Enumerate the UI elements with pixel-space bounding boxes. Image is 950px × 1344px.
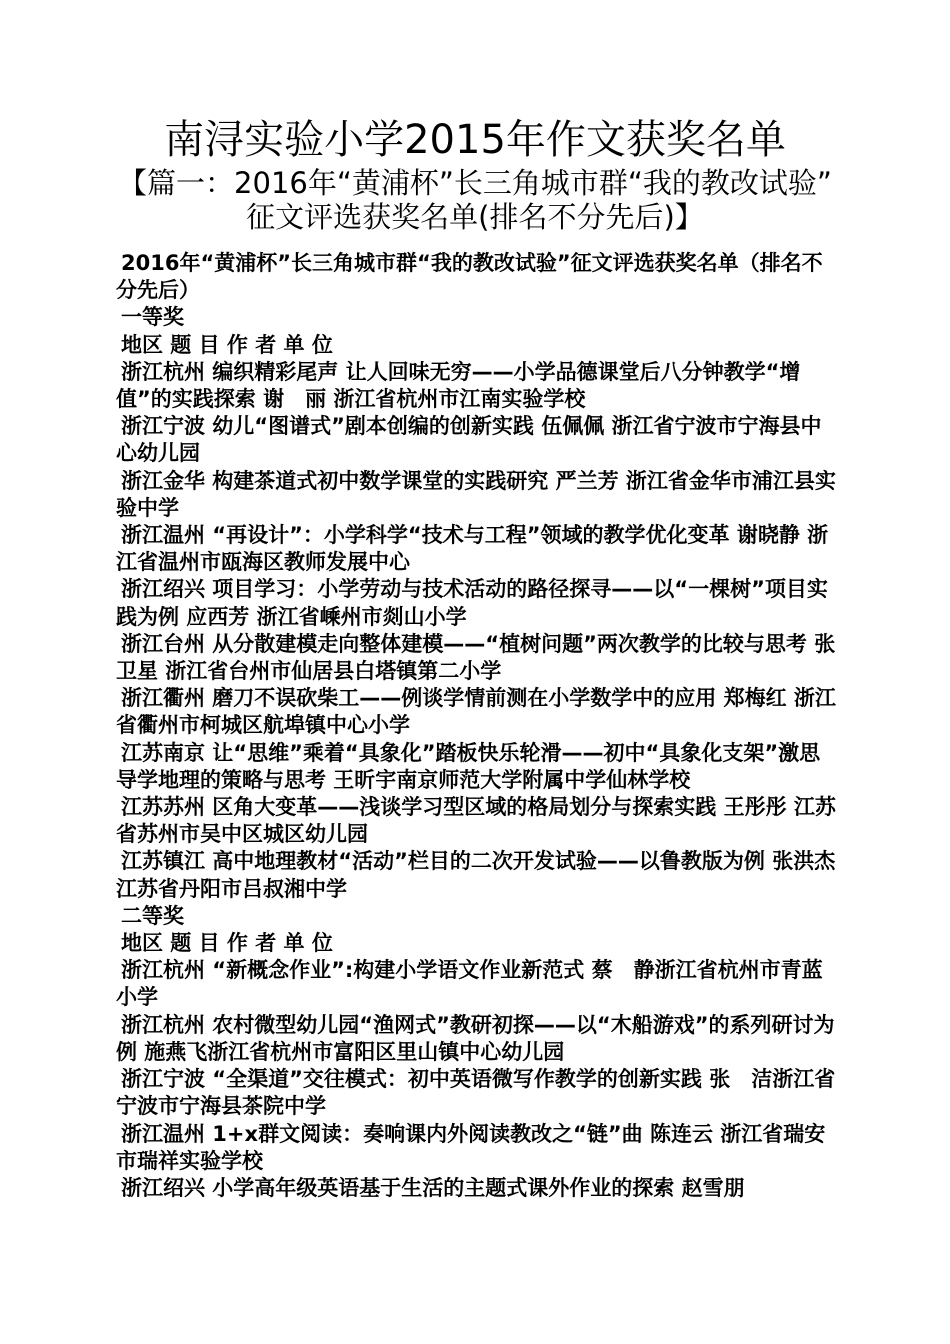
document-body [116,250,838,1202]
award-entry: 浙江台州 从分散建模走向整体建模——“植树问题”两次教学的比较与思考 张卫星 浙江省台州市仙居县白塔镇第二小学 [116,631,836,684]
award-entry: 浙江温州 “再设计”：小学科学“技术与工程”领域的教学优化变革 谢晓静 浙江省温州市瓯海区教师发展中心 [116,523,829,575]
subtitle-line-2: 征文评选获奖名单(排名不分先后)】 [246,200,704,234]
award-entry: 浙江金华 构建茶道式初中数学课堂的实践研究 严兰芳 浙江省金华市浦江县实验中学 [116,468,836,520]
intro-paragraph: 2016年“黄浦杯”长三角城市群“我的教改试验”征文评选获奖名单（排名不分先后） [116,251,823,303]
award-entry: 浙江杭州 编织精彩尾声 让人回味无穷——小学品德课堂后八分钟教学“增值”的实践探索 谢 丽 浙江省杭州市江南实验学校 [116,359,801,412]
first-prize-heading: 一等奖 [121,305,184,330]
award-entry: 浙江温州 1+x群文阅读：奏响课内外阅读教改之“链”曲 陈连云 浙江省瑞安市瑞祥实验学校 [116,1121,826,1173]
award-entry: 浙江杭州 农村微型幼儿园“渔网式”教研初探——以“木船游戏”的系列研讨为例 施燕飞浙江省杭州市富阳区里山镇中心幼儿园 [116,1012,835,1064]
award-entry: 浙江绍兴 小学高年级英语基于生活的主题式课外作业的探索 赵雪朋 [121,1175,745,1200]
award-entry: 浙江宁波 幼儿“图谱式”剧本创编的创新实践 伍佩佩 浙江省宁波市宁海县中心幼儿园 [116,414,822,466]
award-entry: 江苏镇江 高中地理教材“活动”栏目的二次开发试验——以鲁教版为例 张洪杰 江苏省丹阳市吕叔湘中学 [116,849,836,901]
page-title: 南浔实验小学2015年作文获奖名单 [164,117,786,163]
first-prize-columns: 地区 题 目 作 者 单 位 [121,332,333,357]
document-title-block [100,114,850,234]
award-entry: 浙江衢州 磨刀不误砍柴工——例谈学情前测在小学数学中的应用 郑梅红 浙江省衢州市柯城区航埠镇中心小学 [116,686,836,738]
subtitle-line-1: 【篇一：2016年“黄浦杯”长三角城市群“我的教改试验” [118,166,832,200]
second-prize-columns: 地区 题 目 作 者 单 位 [121,931,333,956]
award-entry: 浙江绍兴 项目学习：小学劳动与技术活动的路径探寻——以“一棵树”项目实践为例 应西芳 浙江省嵊州市剡山小学 [116,577,828,629]
award-entry: 浙江宁波 “全渠道”交往模式：初中英语微写作教学的创新实践 张 洁浙江省宁波市宁海县茶院中学 [116,1067,836,1119]
second-prize-heading: 二等奖 [121,903,184,928]
award-entry: 浙江杭州 “新概念作业”:构建小学语文作业新范式 蔡 静浙江省杭州市青蓝小学 [116,958,823,1010]
award-entry: 江苏南京 让“思维”乘着“具象化”踏板快乐轮滑——初中“具象化支架”激思导学地理的策略与思考 王昕宇南京师范大学附属中学仙林学校 [116,740,821,792]
award-entry: 江苏苏州 区角大变革——浅谈学习型区域的格局划分与探索实践 王彤彤 江苏省苏州市吴中区城区幼儿园 [116,795,836,847]
